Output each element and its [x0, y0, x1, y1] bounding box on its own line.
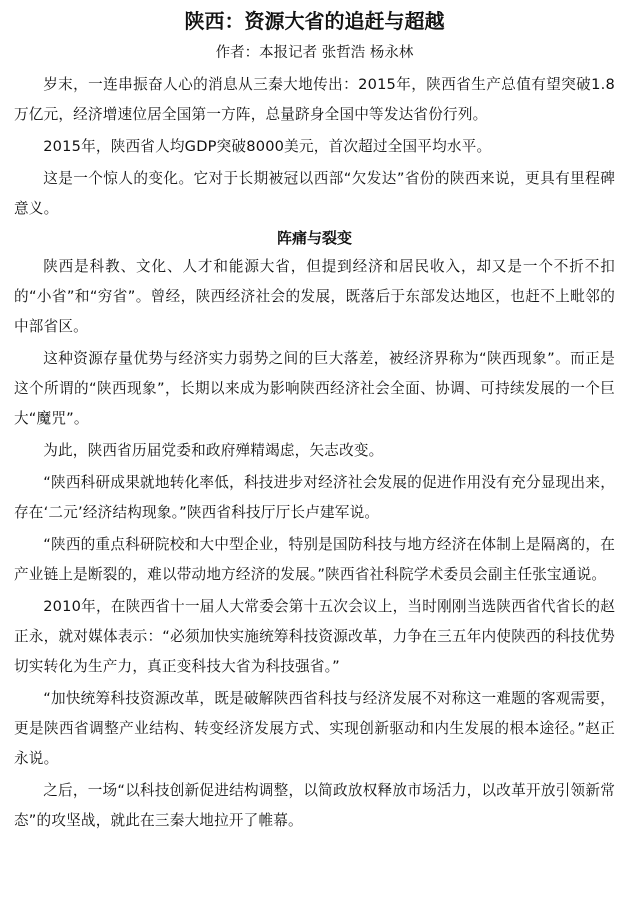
paragraph: 这种资源存量优势与经济实力弱势之间的巨大落差，被经济界称为“陕西现象”。而正是这个所谓的“陕西现象”，长期以来成为影响陕西经济社会全面、协调、可持续发展的一个巨大“魔咒”。 [14, 350, 615, 427]
paragraph: “陕西的重点科研院校和大中型企业，特别是国防科技与地方经济在体制上是隔离的，在产业链上是断裂的，难以带动地方经济的发展。”陕西省社科院学术委员会副主任张宝通说。 [14, 536, 615, 583]
article-byline: 作者：本报记者 张哲浩 杨永林 [215, 45, 414, 61]
paragraph: 为此，陕西省历届党委和政府殚精竭虑，矢志改变。 [43, 442, 384, 459]
paragraph: 2010年，在陕西省十一届人大常委会第十五次会议上，当时刚刚当选陕西省代省长的赵正永，就对媒体表示：“必须加快实施统筹科技资源改革，力争在三五年内使陕西的科技优势切实转化为生产力，真正变科技大省为科技强省。” [14, 598, 615, 675]
paragraph: 2015年，陕西省人均GDP突破8000美元，首次超过全国平均水平。 [43, 138, 492, 155]
article-title: 陕西：资源大省的追赶与超越 [184, 9, 445, 33]
paragraph: “加快统筹科技资源改革，既是破解陕西省科技与经济发展不对称这一难题的客观需要，更是陕西省调整产业结构、转变经济发展方式、实现创新驱动和内生发展的根本途径。”赵正永说。 [14, 690, 615, 767]
paragraph: 这是一个惊人的变化。它对于长期被冠以西部“欠发达”省份的陕西来说，更具有里程碑意义。 [14, 170, 615, 217]
paragraph: “陕西科研成果就地转化率低，科技进步对经济社会发展的促进作用没有充分显现出来，存在‘二元’经济结构现象。”陕西省科技厅厅长卢建军说。 [14, 474, 615, 521]
section-heading: 阵痛与裂变 [276, 229, 352, 247]
paragraph: 之后，一场“以科技创新促进结构调整，以简政放权释放市场活力，以改革开放引领新常态”的攻坚战，就此在三秦大地拉开了帷幕。 [14, 782, 615, 829]
paragraph: 陕西是科教、文化、人才和能源大省，但提到经济和居民收入，却又是一个不折不扣的“小省”和“穷省”。曾经，陕西经济社会的发展，既落后于东部发达地区，也赶不上毗邻的中部省区。 [14, 258, 615, 335]
paragraph: 岁末，一连串振奋人心的消息从三秦大地传出：2015年，陕西省生产总值有望突破1.8万亿元，经济增速位居全国第一方阵，总量跻身全国中等发达省份行列。 [14, 76, 615, 123]
